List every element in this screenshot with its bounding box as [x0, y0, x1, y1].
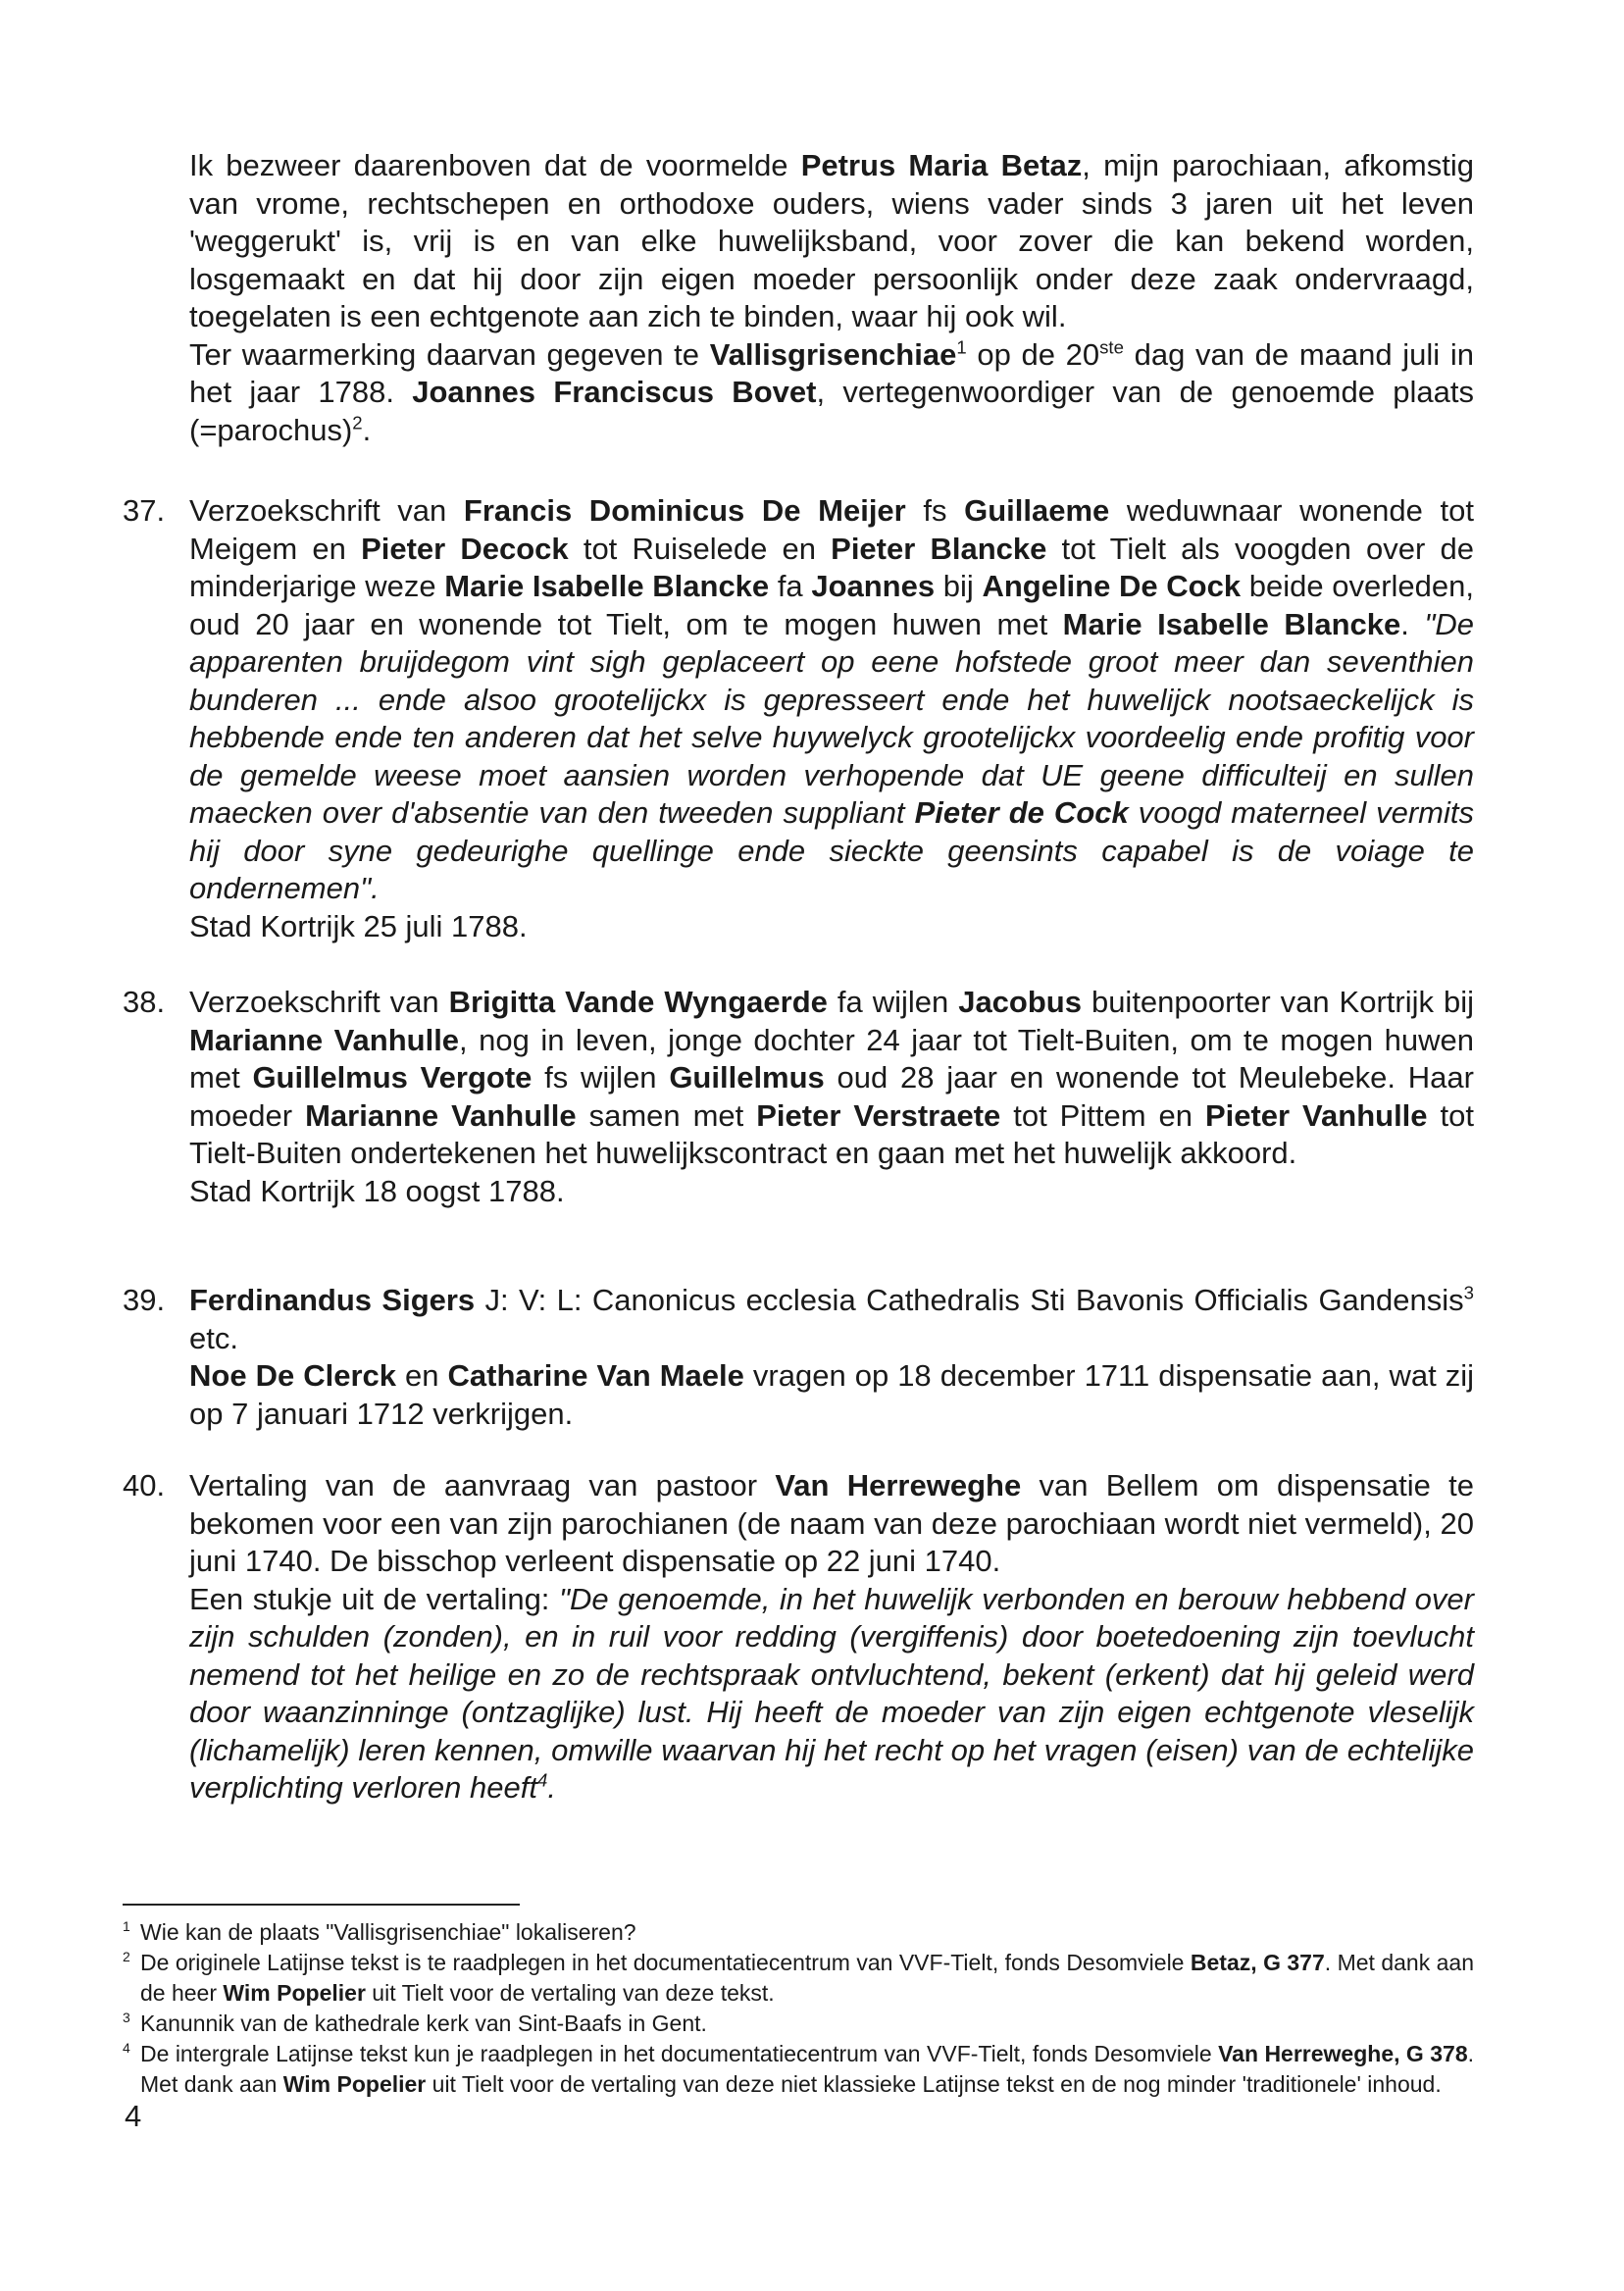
ordinal-suffix: ste	[1099, 336, 1124, 358]
place-name: Vallisgrisenchiae	[709, 336, 957, 372]
entry-number: 40.	[123, 1468, 166, 1502]
entry-38	[123, 984, 1474, 1210]
person-name: Pieter de Cock	[914, 795, 1129, 830]
entry-content: Ferdinandus Sigers J: V: L: Canonicus ecclesia Cathedralis Sti Bavonis Officialis Gandensis$^3$ etc. Noe De Clerck en Catharine Van Maele vragen op 18 december 1711 dispensatie aan, wat zij op 7 januari 1712 verkrijgen.	[189, 1282, 1474, 1431]
person-name: Pieter Verstraete	[756, 1097, 1001, 1133]
person-name: Marianne Vanhulle	[189, 1022, 460, 1057]
attestation-line: Ter waarmerking daarvan gegeven te Vallisgrisenchiae$^1$ op de 20ste dag van de maand juli in het jaar 1788. Joannes Franciscus Bovet, vertegenwoordiger van de genoemde plaats (=parochus)$^2$.	[189, 336, 1474, 447]
person-name: Brigitta Vande Wyngaerde	[448, 985, 828, 1019]
footnote-divider	[123, 1904, 520, 1906]
entry-39	[123, 1282, 1474, 1433]
person-name: Angeline De Cock	[982, 569, 1242, 603]
entry-closing: Stad Kortrijk 25 juli 1788.	[189, 908, 528, 943]
page-number: 4	[125, 2099, 142, 2133]
person-name: Ferdinandus Sigers	[189, 1283, 476, 1317]
opening-text: Ik bezweer daarenboven dat de voormelde Petrus Maria Betaz, mijn parochiaan, afkomstig van vrome, rechtschepen en orthodoxe ouders, wiens vader sinds 3 jaren uit het leven 'weggerukt' is, vrij is en van elke huwelijksband, voor zover die kan bekend worden, losgemaakt en dat hij door zijn eigen moeder persoonlijk onder deze zaak ondervraagd, toegelaten is een echtgenote aan zich te binden, waar hij ook wil.	[189, 148, 1474, 333]
footnote-mark: 3	[123, 2010, 130, 2025]
person-name: Marie Isabelle Blancke	[1062, 606, 1401, 641]
footnote-mark: 4	[123, 2040, 130, 2056]
footnote-2: 2 De originele Latijnse tekst is te raadplegen in het documentatiecentrum van VVF-Tielt, fonds Desomviele Betaz, G 377. Met dank aan de heer Wim Popelier uit Tielt voor de vertaling van deze tekst.	[123, 1948, 1474, 2009]
entry-content: Vertaling van de aanvraag van pastoor Van Herreweghe van Bellem om dispensatie te bekomen voor een van zijn parochianen (de naam van deze parochiaan wordt niet vermeld), 20 juni 1740. De bisschop verleent dispensatie op 22 juni 1740. Een stukje uit de vertaling: "De genoemde, in het huwelijk verbonden en berouw hebbend over zijn schulden (zonden), en in ruil voor redding (vergiffenis) door boetedoening zijn toevlucht nemend tot het heilige en zo de rechtspraak ontvluchtend, bekent (erkent) dat hij geleid werd door waanzinninge (ontzaglijke) lust. Hij heeft de moeder van zijn eigen echtgenote vleselijk (lichamelijk) leren kennen, omwille waarvan hij het recht op het vragen (eisen) van de echtelijke verplichting verloren heeft$^4$.	[189, 1468, 1474, 1805]
person-name: Pieter Vanhulle	[1204, 1097, 1428, 1133]
entry-number: 37.	[123, 493, 166, 528]
person-name: Marianne Vanhulle	[305, 1097, 577, 1133]
footnotes	[123, 1917, 1474, 2100]
person-name: Petrus Maria Betaz	[800, 148, 1083, 182]
entry-closing: Stad Kortrijk 18 oogst 1788.	[189, 1173, 565, 1208]
person-name: Van Herreweghe	[775, 1468, 1022, 1502]
footnote-3: 3 Kanunnik van de kathedrale kerk van Sint-Baafs in Gent.	[123, 2009, 1474, 2039]
quotation: "De apparenten bruijdegom vint sigh geplaceert op eene hofstede groot meer dan seventhien bunderen ... ende alsoo grootelijckx is gepresseert ende het huwelijck nootsaeckelijck is hebbende ende ten anderen dat het selve huywelyck grootelijckx voordeelig ende profitig voor de gemelde weese moet aansien worden verhopende dat UE geene difficulteij en sullen maecken over d'absentie van den tweeden suppliant Pieter de Cock voogd materneel vermits hij door syne gedeurighe quellinge ende sieckte geensints capabel is de voiage te ondernemen".	[189, 606, 1475, 905]
person-name: Guillelmus Vergote	[252, 1060, 533, 1095]
footnote-ref-3: 3	[1463, 1282, 1474, 1303]
person-name: Marie Isabelle Blancke	[444, 569, 770, 603]
person-name: Pieter Decock	[361, 531, 569, 566]
entry-number: 38.	[123, 985, 166, 1019]
person-name: Catharine Van Maele	[447, 1358, 744, 1393]
entry-37	[123, 492, 1474, 945]
footnote-mark: 1	[123, 1918, 130, 1934]
quotation: "De genoemde, in het huwelijk verbonden en berouw hebbend over zijn schulden (zonden), en in ruil voor redding (vergiffenis) door boetedoening zijn toevlucht nemend tot het heilige en zo de rechtspraak ontvluchtend, bekent (erkent) dat hij geleid werd door waanzinninge (ontzaglijke) lust. Hij heeft de moeder van zijn eigen echtgenote vleselijk (lichamelijk) leren kennen, omwille waarvan hij het recht op het vragen (eisen) van de echtelijke verplichting verloren heeft$^4$.	[189, 1581, 1474, 1805]
entry-40	[123, 1467, 1474, 1807]
entry-number: 39.	[123, 1283, 166, 1317]
entry-content: Verzoekschrift van Brigitta Vande Wyngaerde fa wijlen Jacobus buitenpoorter van Kortrijk bij Marianne Vanhulle, nog in leven, jonge dochter 24 jaar tot Tielt-Buiten, om te mogen huwen met Guillelmus Vergote fs wijlen Guillelmus oud 28 jaar en wonende tot Meulebeke. Haar moeder Marianne Vanhulle samen met Pieter Verstraete tot Pittem en Pieter Vanhulle tot Tielt-Buiten ondertekenen het huwelijkscontract en gaan met het huwelijk akkoord. Stad Kortrijk 18 oogst 1788.	[189, 984, 1474, 1210]
footnote-ref-2: 2	[352, 412, 363, 433]
footnote-ref-1: 1	[956, 336, 967, 358]
footnote-4: 4 De intergrale Latijnse tekst kun je raadplegen in het documentatiecentrum van VVF-Tielt, fonds Desomviele Van Herreweghe, G 378. Met dank aan Wim Popelier uit Tielt voor de vertaling van deze niet klassieke Latijnse tekst en de nog minder 'traditionele' inhoud.	[123, 2039, 1474, 2100]
person-name: Joannes	[811, 569, 936, 603]
person-name: Francis Dominicus De Meijer	[463, 493, 906, 528]
footnote-1: 1 Wie kan de plaats "Vallisgrisenchiae" lokaliseren?	[123, 1917, 1474, 1948]
person-name: Guillelmus	[669, 1060, 825, 1095]
footnote-mark: 2	[123, 1949, 130, 1964]
person-name: Jacobus	[958, 985, 1082, 1019]
person-name: Guillaeme	[964, 493, 1110, 528]
footnote-ref-4: 4	[536, 1769, 548, 1791]
person-name: Noe De Clerck	[189, 1358, 397, 1393]
opening-paragraph	[189, 147, 1474, 449]
person-name: Joannes Franciscus Bovet	[412, 375, 817, 409]
person-name: Pieter Blancke	[831, 531, 1047, 566]
entry-content: Verzoekschrift van Francis Dominicus De Meijer fs Guillaeme weduwnaar wonende tot Meigem en Pieter Decock tot Ruiselede en Pieter Blancke tot Tielt als voogden over de minderjarige weze Marie Isabelle Blancke fa Joannes bij Angeline De Cock beide overleden, oud 20 jaar en wonende tot Tielt, om te mogen huwen met Marie Isabelle Blancke. "De apparenten bruijdegom vint sigh geplaceert op eene hofstede groot meer dan seventhien bunderen ... ende alsoo grootelijckx is gepresseert ende het huwelijck nootsaeckelijck is hebbende ende ten anderen dat het selve huywelyck grootelijckx voordeelig ende profitig voor de gemelde weese moet aansien worden verhopende dat UE geene difficulteij en sullen maecken over d'absentie van den tweeden suppliant Pieter de Cock voogd materneel vermits hij door syne gedeurighe quellinge ende sieckte geensints capabel is de voiage te ondernemen". Stad Kortrijk 25 juli 1788.	[189, 492, 1474, 945]
